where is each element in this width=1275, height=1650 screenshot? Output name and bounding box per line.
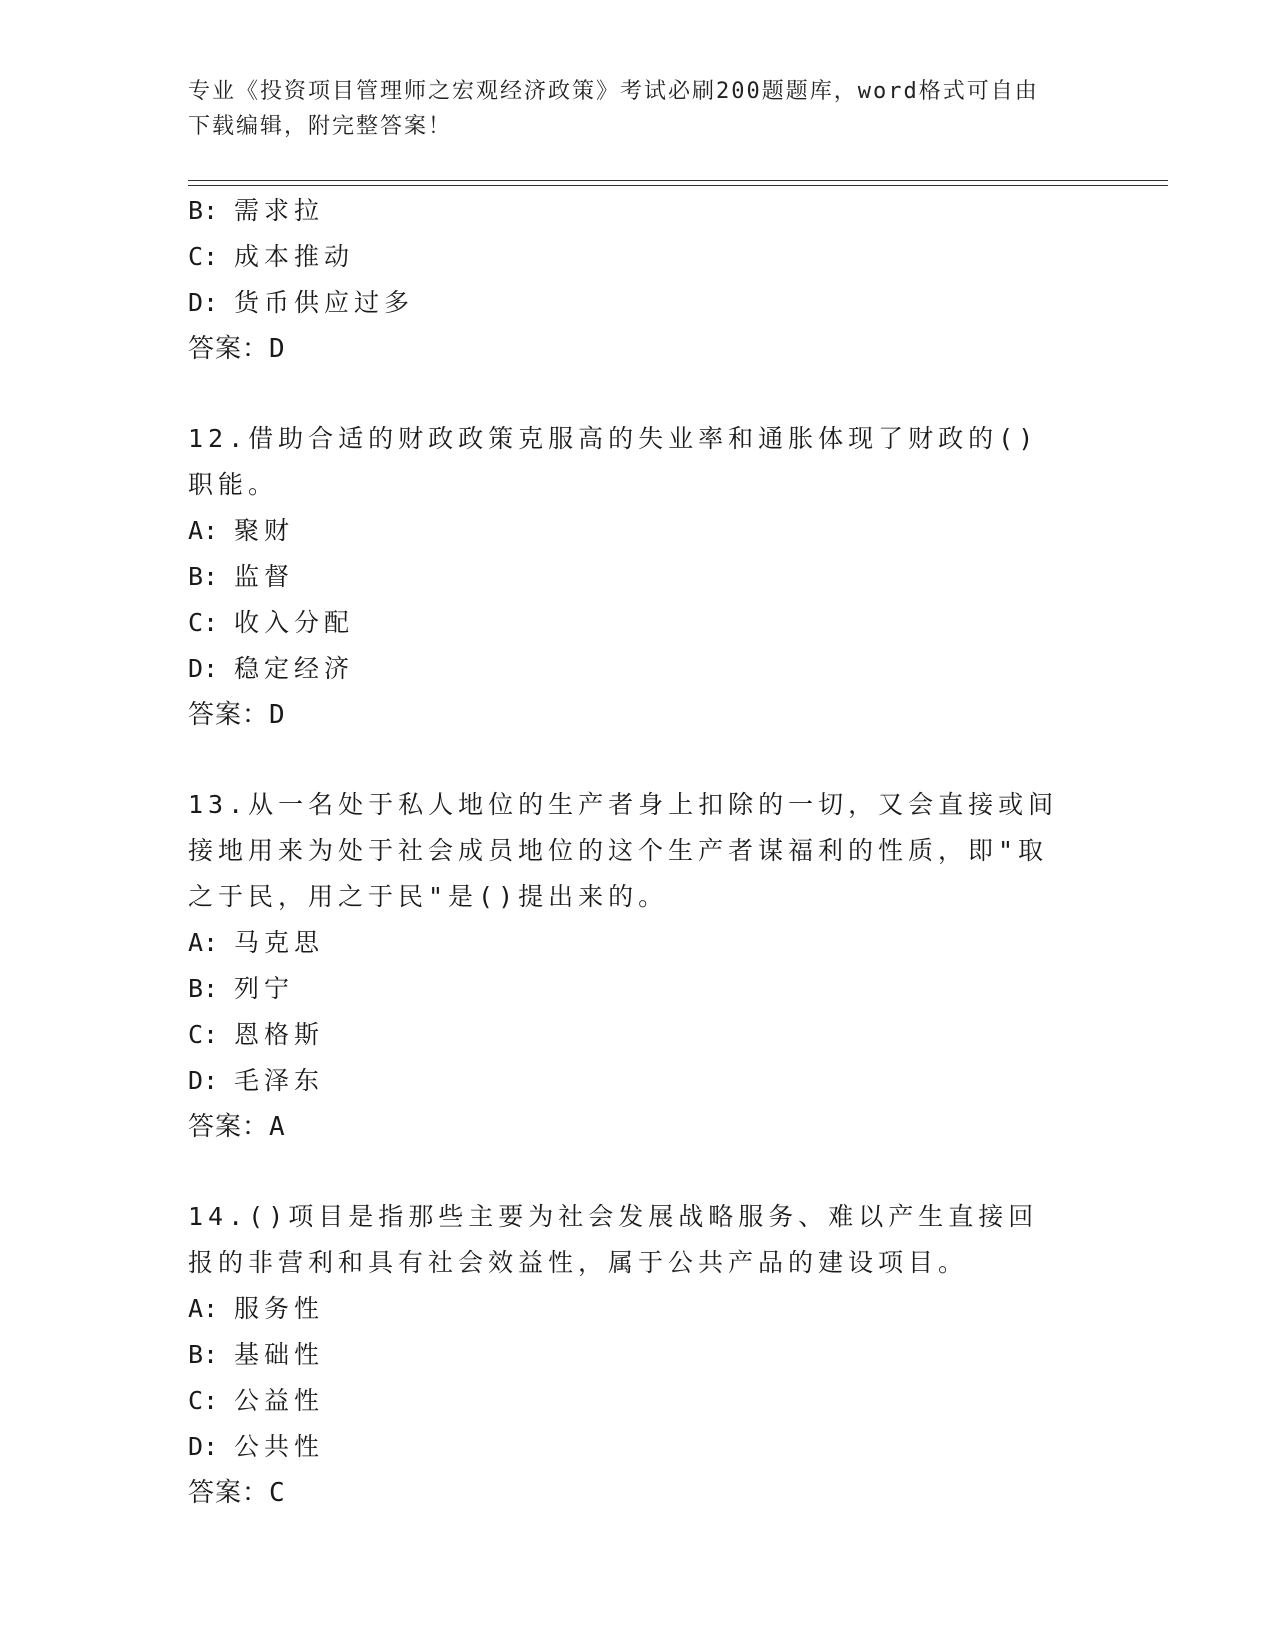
question-stem: 13.从一名处于私人地位的生产者身上扣除的一切，又会直接或间接地用来为处于社会成员地位的这个生产者谋福利的性质，即"取之于民，用之于民"是()提出来的。 [188,790,1059,911]
option-text: 基础性 [234,1340,325,1369]
option-a [188,920,1088,966]
answer-line [188,692,1088,738]
option-d [188,1424,1088,1470]
option-key: D: [188,1066,219,1095]
option-key: A: [188,516,219,545]
answer-line [188,1470,1088,1516]
document-header [188,74,1068,144]
option-c [188,1378,1088,1424]
option-b [188,188,1088,234]
option-text: 稳定经济 [234,654,355,683]
answer-value: A [269,1112,285,1142]
question-stem: 12.借助合适的财政政策克服高的失业率和通胀体现了财政的()职能。 [188,424,1039,499]
option-key: D: [188,1432,219,1461]
option-key: C: [188,1020,219,1049]
option-text: 聚财 [234,516,295,545]
question-13 [188,782,1088,1150]
question-12 [188,416,1088,738]
question-14 [188,1194,1088,1516]
option-c [188,600,1088,646]
answer-value: D [269,700,285,730]
question-list [188,188,1088,1560]
answer-value: C [269,1478,285,1508]
answer-value: D [269,334,285,364]
header-line-1: 专业《投资项目管理师之宏观经济政策》考试必刷200题题库，word格式可自由 [188,79,1039,104]
header-line-2: 下载编辑，附完整答案！ [188,114,453,139]
option-key: C: [188,1386,219,1415]
option-a [188,1286,1088,1332]
option-key: C: [188,242,219,271]
option-text: 马克思 [234,928,325,957]
question-11-tail [188,188,1088,372]
option-text: 需求拉 [234,196,325,225]
option-text: 货币供应过多 [234,288,415,317]
question-stem: 14.()项目是指那些主要为社会发展战略服务、难以产生直接回报的非营利和具有社会效益性，属于公共产品的建设项目。 [188,1202,1039,1277]
answer-label: 答案： [188,1478,270,1508]
option-d [188,1058,1088,1104]
option-text: 成本推动 [234,242,355,271]
option-text: 收入分配 [234,608,355,637]
option-key: B: [188,562,219,591]
option-c [188,234,1088,280]
option-key: A: [188,928,219,957]
option-key: B: [188,974,219,1003]
option-text: 毛泽东 [234,1066,325,1095]
answer-label: 答案： [188,1112,270,1142]
option-text: 服务性 [234,1294,325,1323]
option-b [188,1332,1088,1378]
header-divider [188,180,1168,186]
option-key: B: [188,1340,219,1369]
option-b [188,554,1088,600]
answer-line [188,1104,1088,1150]
option-key: A: [188,1294,219,1323]
option-key: B: [188,196,219,225]
option-d [188,646,1088,692]
option-d [188,280,1088,326]
option-text: 公共性 [234,1432,325,1461]
option-key: C: [188,608,219,637]
option-text: 监督 [234,562,295,591]
option-c [188,1012,1088,1058]
answer-label: 答案： [188,700,270,730]
option-a [188,508,1088,554]
option-text: 公益性 [234,1386,325,1415]
option-text: 恩格斯 [234,1020,325,1049]
answer-line [188,326,1088,372]
option-key: D: [188,654,219,683]
answer-label: 答案： [188,334,270,364]
option-key: D: [188,288,219,317]
option-text: 列宁 [234,974,295,1003]
option-b [188,966,1088,1012]
